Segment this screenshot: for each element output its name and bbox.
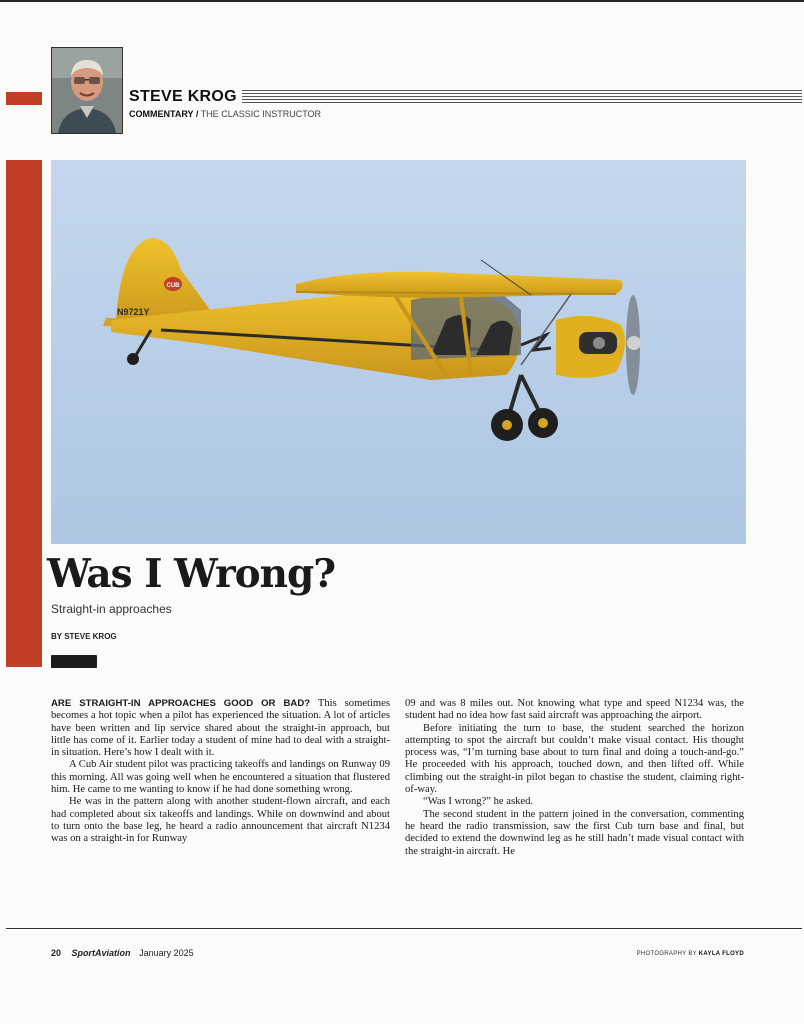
header-decorative-lines — [242, 90, 802, 104]
header-red-tab — [6, 92, 42, 105]
article-subtitle: Straight-in approaches — [51, 602, 172, 616]
article-column-right — [405, 698, 744, 858]
author-headshot — [51, 47, 123, 134]
article-column-left — [51, 698, 390, 846]
side-red-bar — [6, 160, 42, 667]
decorative-black-block — [51, 655, 97, 668]
magazine-name: SportAviation — [71, 948, 131, 958]
hero-photo-piper-cub — [51, 160, 746, 544]
tail-badge-text: CUB — [166, 283, 180, 289]
column-name: THE CLASSIC INSTRUCTOR — [200, 109, 322, 119]
column-author-name: STEVE KROG — [129, 88, 237, 105]
folio — [51, 948, 194, 958]
paragraph-6: “Was I wrong?” he asked. — [423, 796, 534, 808]
paragraph-1 — [51, 698, 390, 759]
paragraph-4: 09 and was 8 miles out. Not knowing what type and speed N1234 was, the student had no idea how fast said aircraft was approaching the airport. — [405, 698, 744, 722]
top-rule — [0, 0, 804, 2]
paragraph-5: Before initiating the turn to base, the student searched the horizon attempting to spot the aircraft but couldn’t make visual contact. His thought process was, “I’m turning base about to turn final and doing a touch-and-go.” He proceeded with his approach, touched down, and then lifted off. While climbing out the straight-in pilot began to chastise the student, claiming right-of-way. — [405, 722, 744, 796]
credit-name: KAYLA FLOYD — [698, 951, 744, 957]
footer-rule — [6, 928, 802, 929]
section-label: COMMENTARY / — [129, 109, 199, 119]
page-number: 20 — [51, 948, 62, 958]
column-label — [129, 109, 321, 119]
paragraph-1-text: This sometimes becomes a hot topic when a pilot has experienced the situation. A lot of articles have been written and lip service shared about the straight-in approach, but little has come of it. Earlier today a student of mine had to deal with a straight-in situation. Here’s how I dealt with it. — [51, 698, 390, 759]
issue-date: January 2025 — [139, 948, 194, 958]
paragraph-3: He was in the pattern along with another student-flown aircraft, and each had completed about six takeoffs and landings. While on downwind and about to turn onto the base leg, he heard a radio announcement that aircraft N1234 was on a straight-in for Runway — [51, 796, 390, 845]
credit-label: PHOTOGRAPHY BY — [636, 951, 697, 957]
aircraft-registration: N9721Y — [117, 307, 150, 317]
paragraph-7: The second student in the pattern joined in the conversation, commenting he heard the radio transmission, saw the first Cub turn base and final, but decided to extend the downwind leg as he still hadn’t made visual contact with the straight-in aircraft. He — [405, 808, 744, 857]
photo-credit — [637, 951, 744, 957]
paragraph-2: A Cub Air student pilot was practicing takeoffs and landings on Runway 09 this morning. All was going well when he encountered a situation that flustered him. He came to me wanting to know if he had done something wrong. — [51, 759, 390, 796]
lead-in: ARE STRAIGHT-IN APPROACHES GOOD OR BAD? — [51, 698, 311, 709]
article-title: Was I Wrong? — [47, 551, 336, 597]
article-byline: BY STEVE KROG — [51, 632, 117, 641]
